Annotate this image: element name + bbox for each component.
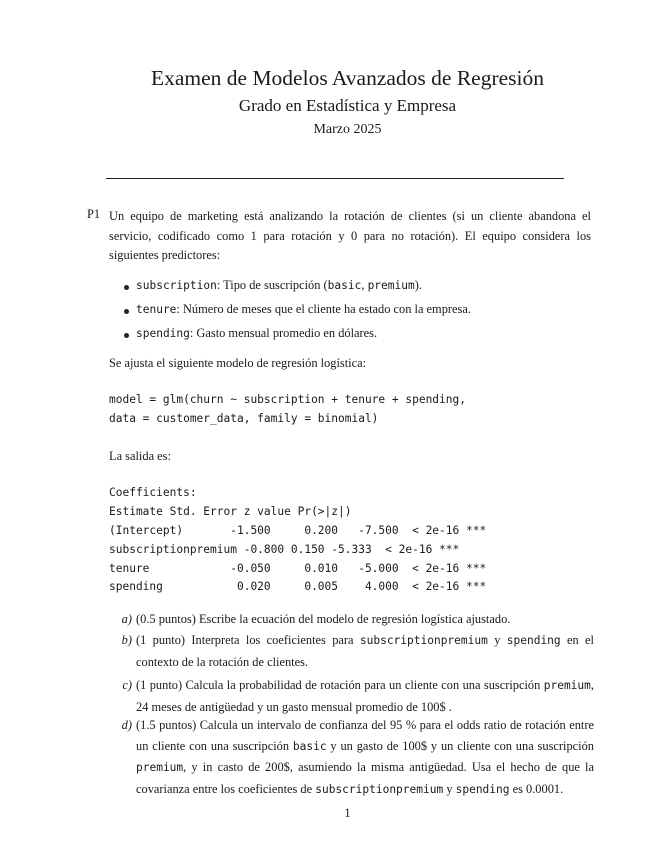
question-text: (1 punto) Interpreta los coeficientes para subscriptionpremium y spending en el contexto de la rotación de clientes. [136,633,594,669]
output-line: spending 0.020 0.005 4.000 < 2e-16 *** [109,580,487,593]
question-text: (1 punto) Calcula la probabilidad de rotación para un cliente con una suscripción premium, 24 meses de antigüedad y un gasto mensual promedio de 100$ . [136,678,594,714]
question-text: (0.5 puntos) Escribe la ecuación del modelo de regresión logística ajustado. [136,612,511,626]
question-label: a) [121,612,132,626]
question-label: c) [122,678,132,692]
code-line: data = customer_data, family = binomial) [109,412,379,425]
output-line: subscriptionpremium -0.800 0.150 -5.333 < 2e-16 *** [109,543,460,556]
predictor-desc-suffix: ). [414,278,422,292]
bullet-dot [124,309,129,314]
question-label: d) [121,718,132,732]
output-line: (Intercept) -1.500 0.200 -7.500 < 2e-16 *** [109,524,487,537]
output-line: Coefficients: [109,486,197,499]
output-intro: La salida es: [109,449,171,463]
predictor-desc: : Gasto mensual promedio en dólares. [189,326,378,340]
page-number: 1 [344,806,351,820]
problem-intro: Un equipo de marketing está analizando la rotación de clientes (si un cliente abandona el servicio, codificado como 1 para rotación y 0 para no rotación). El equipo considera los siguientes predictores: [109,209,591,262]
output-line: tenure -0.050 0.010 -5.000 < 2e-16 *** [109,562,487,575]
option-separator: , [361,278,368,292]
exam-date: Marzo 2025 [313,122,382,137]
bullet-dot [124,285,129,290]
question-label: b) [121,633,132,647]
option-premium: premium [367,279,415,292]
problem-label: P1 [87,207,101,221]
model-intro: Se ajusta el siguiente modelo de regresión logística: [109,356,367,370]
exam-subtitle: Grado en Estadística y Empresa [238,96,457,115]
predictor-desc: : Número de meses que el cliente ha estado con la empresa. [176,302,471,316]
output-line: Estimate Std. Error z value Pr(>|z|) [109,505,352,518]
horizontal-rule [106,178,564,179]
predictor-desc: : Tipo de suscripción ( [216,278,328,292]
code-line: model = glm(churn ~ subscription + tenure + spending, [109,393,466,406]
exam-title: Examen de Modelos Avanzados de Regresión [150,66,545,90]
bullet-dot [124,333,129,338]
option-basic: basic [327,279,362,292]
predictor-name: spending [136,327,190,340]
question-text: (1.5 puntos) Calcula un intervalo de confianza del 95 % para el odds ratio de rotación entre un cliente con una suscripción basic y un gasto de 100$ y un cliente con una suscripción premium, y in casto de 200$, asumiendo la misma antigüedad. Usa el hecho de que la covarianza entre los coeficientes de subscriptionpremium y spending es 0.0001. [136,718,594,796]
predictor-name: subscription [136,279,217,292]
predictor-name: tenure [136,303,177,316]
